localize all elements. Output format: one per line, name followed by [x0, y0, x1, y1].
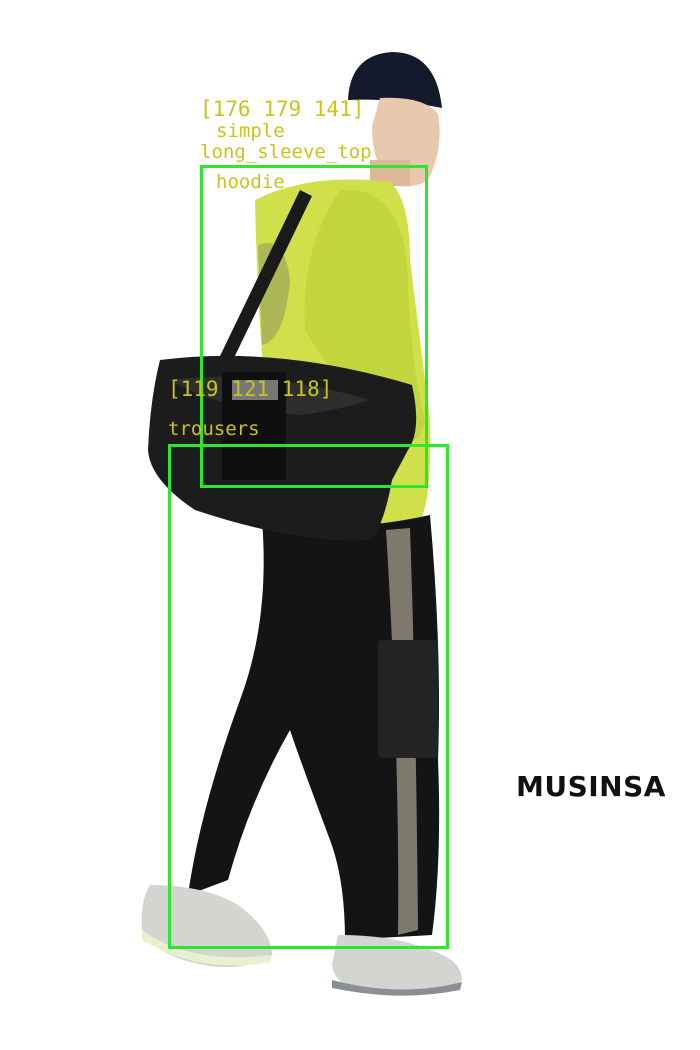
detection-label-color: [176 179 141]	[200, 97, 365, 121]
detection-label-attr: simple	[216, 120, 285, 142]
detection-label-attr: trousers	[168, 418, 260, 440]
detection-label-color: [119 121 118]	[168, 377, 333, 401]
detection-box-trousers	[168, 444, 449, 949]
brand-watermark: MUSINSA	[516, 770, 666, 803]
detection-label-attr: long_sleeve_top	[200, 141, 372, 163]
detection-label-attr: hoodie	[216, 171, 285, 193]
